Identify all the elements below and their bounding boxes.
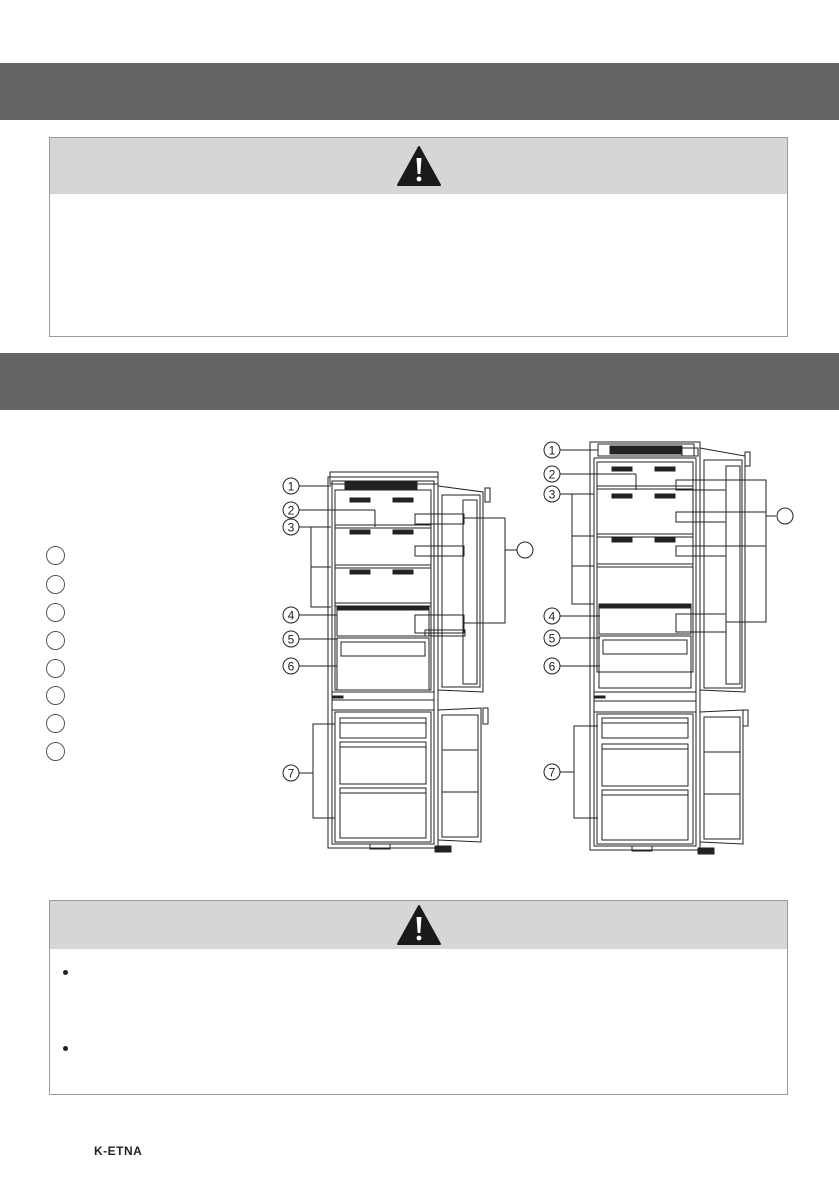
warning-box-header [50,138,787,194]
callout-1 [283,478,299,494]
fridge-illustration-left [275,470,545,860]
svg-text:2: 2 [287,503,295,518]
svg-text:7: 7 [548,765,556,780]
legend-circle-5 [46,659,65,678]
svg-text:7: 7 [287,766,295,781]
svg-text:6: 6 [287,659,295,674]
callout-3 [544,486,560,502]
section-header-band-top [0,63,839,120]
warning-box-header [50,901,787,949]
callout-7 [544,764,560,780]
callout-6 [544,658,560,674]
warning-box-top [49,137,788,337]
callout-6 [283,658,299,674]
callout-2 [544,466,560,482]
callout-2 [283,502,299,518]
svg-text:4: 4 [287,608,295,623]
svg-text:1: 1 [548,443,556,458]
warning-triangle-icon [396,904,442,946]
callout-4 [544,608,560,624]
legend-circle-1 [46,546,65,565]
svg-text:1: 1 [287,479,295,494]
svg-text:3: 3 [548,487,556,502]
legend-circle-2 [46,575,65,594]
callout-7 [283,765,299,781]
callout-3 [283,519,299,535]
legend-circle-6 [46,686,65,705]
svg-text:5: 5 [548,631,556,646]
legend-circle-8 [46,742,65,761]
callout-5 [544,630,560,646]
warning-box-bottom [49,900,788,1095]
svg-text:2: 2 [548,467,556,482]
fridge-illustration-right [540,438,839,860]
legend-circle-3 [46,603,65,622]
svg-text:3: 3 [287,520,295,535]
bullet-point [63,970,68,975]
svg-text:4: 4 [548,609,556,624]
callout-4 [283,607,299,623]
brand-logo: K-ETNA [94,1144,143,1158]
bullet-point [63,1046,68,1051]
svg-text:5: 5 [287,632,295,647]
callout-1 [544,442,560,458]
legend-circle-7 [46,714,65,733]
legend-circle-4 [46,631,65,650]
warning-triangle-icon [396,145,442,187]
section-header-band-parts [0,353,839,410]
svg-text:6: 6 [548,659,556,674]
callout-5 [283,631,299,647]
